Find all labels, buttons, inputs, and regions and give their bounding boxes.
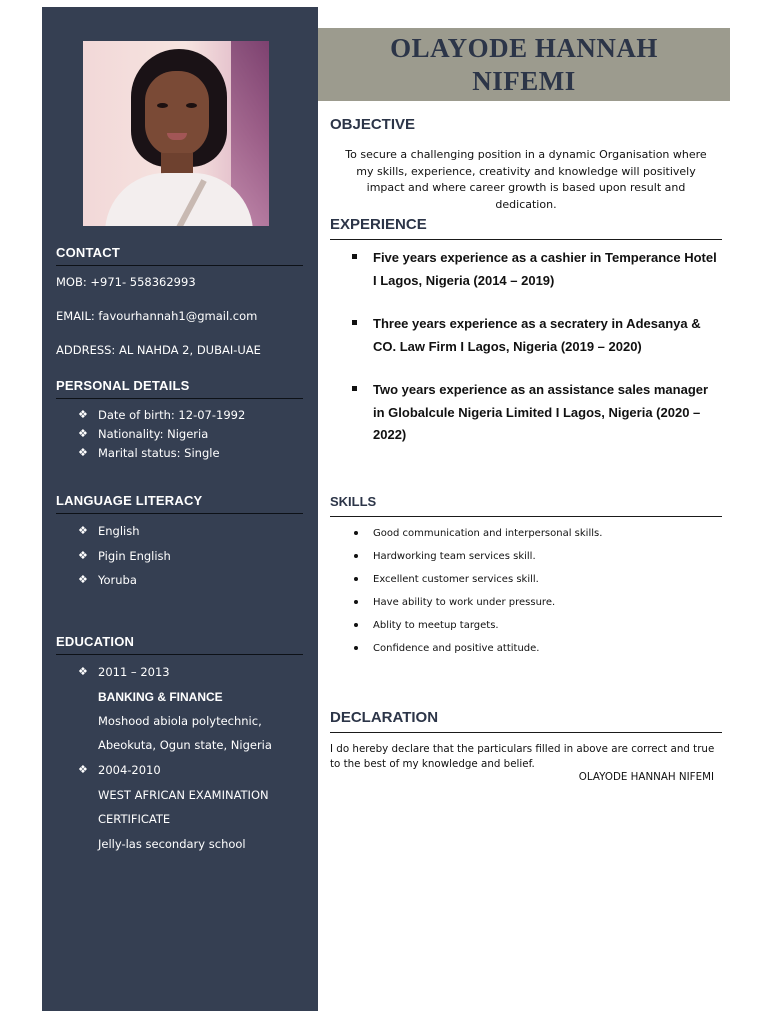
education-years: 2011 – 2013 (98, 665, 170, 679)
personal-detail-dob: Date of birth: 12-07-1992 (98, 408, 246, 422)
personal-detail-nationality: Nationality: Nigeria (98, 427, 209, 441)
skills-heading: SKILLS (330, 492, 722, 517)
diamond-bullet-icon: ❖ (78, 763, 88, 776)
language-item: English (98, 524, 140, 538)
bullet-dot-icon (354, 600, 358, 604)
signature-name: OLAYODE HANNAH NIFEMI (578, 771, 714, 783)
name-second-line: NIFEMI (472, 66, 576, 96)
diamond-bullet-icon: ❖ (78, 427, 88, 440)
diamond-bullet-icon: ❖ (78, 408, 88, 421)
square-bullet-icon (352, 320, 357, 325)
diamond-bullet-icon: ❖ (78, 665, 88, 678)
experience-text: Three years experience as a secratery in Adesanya & CO. Law Firm I Lagos, Nigeria (2019 – 2020) (373, 316, 701, 354)
square-bullet-icon (352, 254, 357, 259)
contact-address: ADDRESS: AL NAHDA 2, DUBAI-UAE (56, 343, 261, 357)
sidebar (42, 7, 318, 1011)
bullet-dot-icon (354, 646, 358, 650)
language-item: Pigin English (98, 549, 171, 563)
experience-heading: EXPERIENCE (330, 215, 722, 240)
education-school: Abeokuta, Ogun state, Nigeria (98, 738, 272, 752)
bullet-dot-icon (354, 531, 358, 535)
profile-photo (83, 41, 269, 226)
contact-heading: CONTACT (56, 243, 303, 266)
objective-heading: OBJECTIVE (330, 116, 416, 133)
declaration-text: I do hereby declare that the particulars filled in above are correct and true to the best of my knowledge and belief. (330, 743, 715, 770)
bullet-dot-icon (354, 623, 358, 627)
contact-mobile: MOB: +971- 558362993 (56, 275, 196, 289)
personal-detail-marital: Marital status: Single (98, 446, 220, 460)
skill-item (354, 572, 714, 588)
skill-text: Good communication and interpersonal skills. (373, 528, 603, 539)
skill-text: Have ability to work under pressure. (373, 597, 556, 608)
education-school: Jelly-las secondary school (98, 837, 246, 851)
education-heading: EDUCATION (56, 632, 303, 655)
skill-item (354, 641, 714, 657)
declaration-heading: DECLARATION (330, 708, 722, 733)
language-heading: LANGUAGE LITERACY (56, 491, 303, 514)
diamond-bullet-icon: ❖ (78, 446, 88, 459)
education-title: BANKING & FINANCE (98, 690, 223, 704)
objective-text: To secure a challenging position in a dynamic Organisation where my skills, experience, creativity and knowledge will positively impact and where career growth is based upon result and dedication. (345, 148, 707, 211)
skill-text: Hardworking team services skill. (373, 551, 536, 562)
personal-details-heading: PERSONAL DETAILS (56, 376, 303, 399)
skill-text: Excellent customer services skill. (373, 574, 539, 585)
language-item: Yoruba (98, 573, 137, 587)
bullet-dot-icon (354, 554, 358, 558)
diamond-bullet-icon: ❖ (78, 524, 88, 537)
education-title: WEST AFRICAN EXAMINATION (98, 788, 269, 802)
skill-item (354, 549, 714, 565)
education-years: 2004-2010 (98, 763, 161, 777)
education-school: Moshood abiola polytechnic, (98, 714, 262, 728)
diamond-bullet-icon: ❖ (78, 549, 88, 562)
name-first-line: OLAYODE HANNAH (390, 33, 658, 63)
skill-item (354, 595, 714, 611)
contact-email: EMAIL: favourhannah1@gmail.com (56, 309, 258, 323)
diamond-bullet-icon: ❖ (78, 573, 88, 586)
skill-text: Confidence and positive attitude. (373, 643, 540, 654)
square-bullet-icon (352, 386, 357, 391)
skill-item (354, 526, 714, 542)
education-title: CERTIFICATE (98, 812, 171, 826)
name-banner (318, 28, 730, 101)
experience-text: Two years experience as an assistance sales manager in Globalcule Nigeria Limited I Lagos, Nigeria (2020 – 2022) (373, 382, 709, 442)
skill-item (354, 618, 714, 634)
experience-text: Five years experience as a cashier in Temperance Hotel I Lagos, Nigeria (2014 – 2019) (373, 250, 717, 288)
skill-text: Ablity to meetup targets. (373, 620, 499, 631)
bullet-dot-icon (354, 577, 358, 581)
